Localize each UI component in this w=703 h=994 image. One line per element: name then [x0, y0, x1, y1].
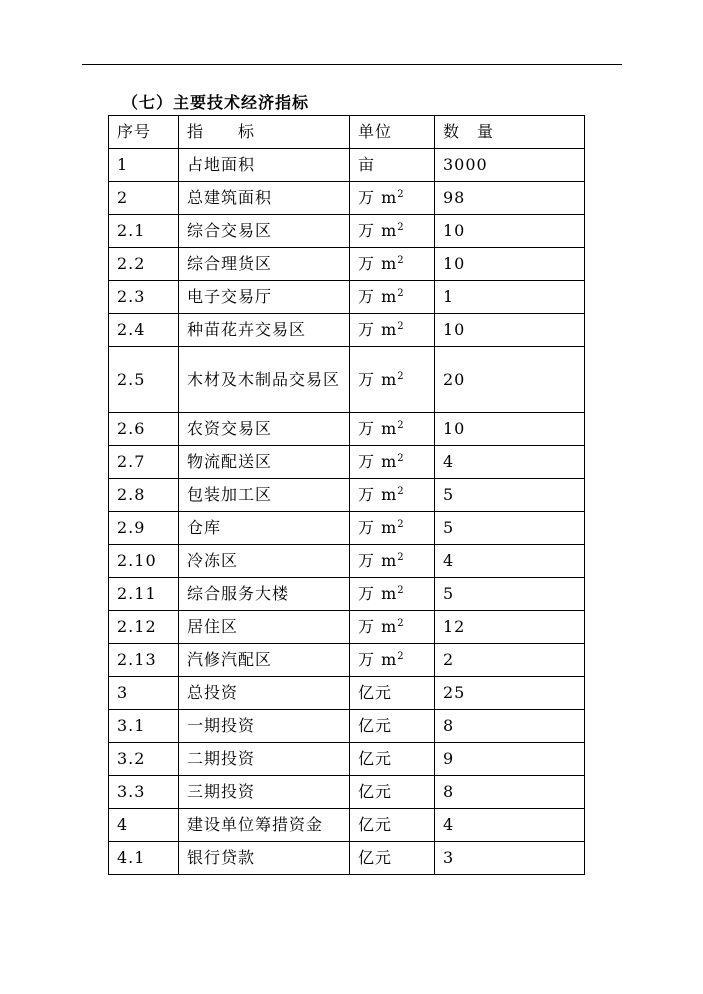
- row-unit-superscript: 2: [397, 618, 404, 629]
- table-row: [109, 644, 585, 677]
- row-no: 2.3: [109, 281, 179, 314]
- row-unit-text: 亿元: [358, 848, 393, 867]
- row-indicator: 木材及木制品交易区: [179, 347, 350, 413]
- row-no: 2.11: [109, 578, 179, 611]
- row-unit-text: 亩: [358, 155, 376, 174]
- row-unit: [350, 743, 435, 776]
- row-unit: [350, 644, 435, 677]
- row-indicator: 三期投资: [179, 776, 350, 809]
- row-indicator: 总投资: [179, 677, 350, 710]
- table-row: [109, 149, 585, 182]
- row-quantity: 10: [435, 314, 585, 347]
- row-unit-text: 万 m: [358, 188, 398, 207]
- row-no: 2.9: [109, 512, 179, 545]
- row-unit-superscript: 2: [397, 370, 404, 382]
- row-unit-text: 万 m: [358, 617, 398, 636]
- row-quantity: 10: [435, 413, 585, 446]
- row-quantity: 25: [435, 677, 585, 710]
- row-no: 4.1: [109, 842, 179, 875]
- row-quantity: 5: [435, 578, 585, 611]
- row-unit-text: 万 m: [358, 287, 398, 306]
- row-quantity: 10: [435, 248, 585, 281]
- row-no: 2.4: [109, 314, 179, 347]
- row-indicator: 综合服务大楼: [179, 578, 350, 611]
- row-quantity: 8: [435, 776, 585, 809]
- row-unit: [350, 215, 435, 248]
- table-row: [109, 347, 585, 413]
- row-unit: [350, 182, 435, 215]
- row-quantity: 4: [435, 446, 585, 479]
- row-unit-text: 万 m: [358, 650, 398, 669]
- row-unit: [350, 776, 435, 809]
- header-no: 序号: [109, 116, 179, 149]
- row-indicator: 农资交易区: [179, 413, 350, 446]
- row-unit: [350, 842, 435, 875]
- row-no: 2.13: [109, 644, 179, 677]
- row-quantity: 5: [435, 512, 585, 545]
- row-no: 3.3: [109, 776, 179, 809]
- row-indicator: 综合交易区: [179, 215, 350, 248]
- row-indicator: 包装加工区: [179, 479, 350, 512]
- header-quantity: 数 量: [435, 116, 585, 149]
- row-quantity: 5: [435, 479, 585, 512]
- row-unit: [350, 479, 435, 512]
- row-no: 1: [109, 149, 179, 182]
- table-row: [109, 743, 585, 776]
- row-indicator: 建设单位筹措资金: [179, 809, 350, 842]
- table-row: [109, 677, 585, 710]
- row-quantity: 9: [435, 743, 585, 776]
- row-indicator: 银行贷款: [179, 842, 350, 875]
- row-no: 2: [109, 182, 179, 215]
- row-quantity: 3: [435, 842, 585, 875]
- table-row: [109, 413, 585, 446]
- row-quantity: 20: [435, 347, 585, 413]
- row-indicator: 一期投资: [179, 710, 350, 743]
- row-indicator: 仓库: [179, 512, 350, 545]
- table-row: [109, 512, 585, 545]
- row-unit-text: 万 m: [358, 254, 398, 273]
- row-unit-superscript: 2: [397, 321, 404, 332]
- row-indicator: 综合理货区: [179, 248, 350, 281]
- table-row: [109, 611, 585, 644]
- row-unit: [350, 611, 435, 644]
- table-row: [109, 776, 585, 809]
- row-unit-superscript: 2: [397, 486, 404, 497]
- row-unit-text: 万 m: [358, 584, 398, 603]
- row-unit-text: 万 m: [358, 485, 398, 504]
- row-unit: [350, 545, 435, 578]
- row-unit-text: 亿元: [358, 683, 393, 702]
- row-unit: [350, 413, 435, 446]
- row-unit-superscript: 2: [397, 189, 404, 200]
- row-unit-text: 亿元: [358, 716, 393, 735]
- row-unit-superscript: 2: [397, 453, 404, 464]
- table-body: [109, 149, 585, 875]
- row-quantity: 1: [435, 281, 585, 314]
- row-quantity: 10: [435, 215, 585, 248]
- row-unit-superscript: 2: [397, 288, 404, 299]
- row-unit-text: 万 m: [358, 452, 398, 471]
- row-indicator: 总建筑面积: [179, 182, 350, 215]
- row-unit-text: 万 m: [358, 551, 398, 570]
- row-indicator: 二期投资: [179, 743, 350, 776]
- row-unit-superscript: 2: [397, 519, 404, 530]
- row-unit-superscript: 2: [397, 255, 404, 266]
- row-unit-superscript: 2: [397, 651, 404, 662]
- table-row: [109, 446, 585, 479]
- row-indicator: 冷冻区: [179, 545, 350, 578]
- row-unit: [350, 347, 435, 413]
- header-indicator: 指 标: [179, 116, 350, 149]
- row-unit: [350, 314, 435, 347]
- row-unit: [350, 512, 435, 545]
- row-unit: [350, 149, 435, 182]
- row-quantity: 2: [435, 644, 585, 677]
- header-unit: 单位: [350, 116, 435, 149]
- row-unit: [350, 578, 435, 611]
- table-row: [109, 182, 585, 215]
- row-indicator: 居住区: [179, 611, 350, 644]
- row-indicator: 种苗花卉交易区: [179, 314, 350, 347]
- row-unit-superscript: 2: [397, 552, 404, 563]
- row-unit-text: 亿元: [358, 749, 393, 768]
- table-row: [109, 710, 585, 743]
- row-unit-text: 亿元: [358, 782, 393, 801]
- row-unit: [350, 281, 435, 314]
- row-indicator: 汽修汽配区: [179, 644, 350, 677]
- table-row: [109, 578, 585, 611]
- row-no: 2.5: [109, 347, 179, 413]
- row-unit: [350, 248, 435, 281]
- row-unit-text: 万 m: [358, 419, 398, 438]
- row-unit-superscript: 2: [397, 585, 404, 596]
- row-quantity: 4: [435, 545, 585, 578]
- table-row: [109, 809, 585, 842]
- row-no: 2.8: [109, 479, 179, 512]
- row-indicator: 电子交易厅: [179, 281, 350, 314]
- table-row: [109, 215, 585, 248]
- row-no: 3.2: [109, 743, 179, 776]
- table-row: [109, 281, 585, 314]
- row-unit: [350, 677, 435, 710]
- row-unit: [350, 710, 435, 743]
- table-row: [109, 314, 585, 347]
- table-row: [109, 248, 585, 281]
- table-row: [109, 479, 585, 512]
- row-no: 2.1: [109, 215, 179, 248]
- row-unit-superscript: 2: [397, 222, 404, 233]
- indicators-table: [108, 115, 585, 875]
- table-header-row: [109, 116, 585, 149]
- row-no: 3: [109, 677, 179, 710]
- row-no: 2.12: [109, 611, 179, 644]
- row-quantity: 4: [435, 809, 585, 842]
- row-no: 3.1: [109, 710, 179, 743]
- row-quantity: 8: [435, 710, 585, 743]
- row-no: 2.10: [109, 545, 179, 578]
- row-quantity: 98: [435, 182, 585, 215]
- row-unit-text: 万 m: [358, 320, 398, 339]
- row-quantity: 12: [435, 611, 585, 644]
- section-title: （七）主要技术经济指标: [122, 93, 310, 112]
- row-indicator: 物流配送区: [179, 446, 350, 479]
- row-no: 2.6: [109, 413, 179, 446]
- row-unit-text: 万 m: [358, 518, 398, 537]
- header-rule: [82, 64, 622, 65]
- row-no: 2.2: [109, 248, 179, 281]
- row-unit-text: 亿元: [358, 815, 393, 834]
- row-unit: [350, 446, 435, 479]
- row-indicator: 占地面积: [179, 149, 350, 182]
- table-row: [109, 842, 585, 875]
- row-unit-text: 万 m: [358, 221, 398, 240]
- row-unit-superscript: 2: [397, 420, 404, 431]
- row-no: 4: [109, 809, 179, 842]
- row-unit: [350, 809, 435, 842]
- table-row: [109, 545, 585, 578]
- row-quantity: 3000: [435, 149, 585, 182]
- row-no: 2.7: [109, 446, 179, 479]
- row-unit-text: 万 m: [358, 369, 398, 389]
